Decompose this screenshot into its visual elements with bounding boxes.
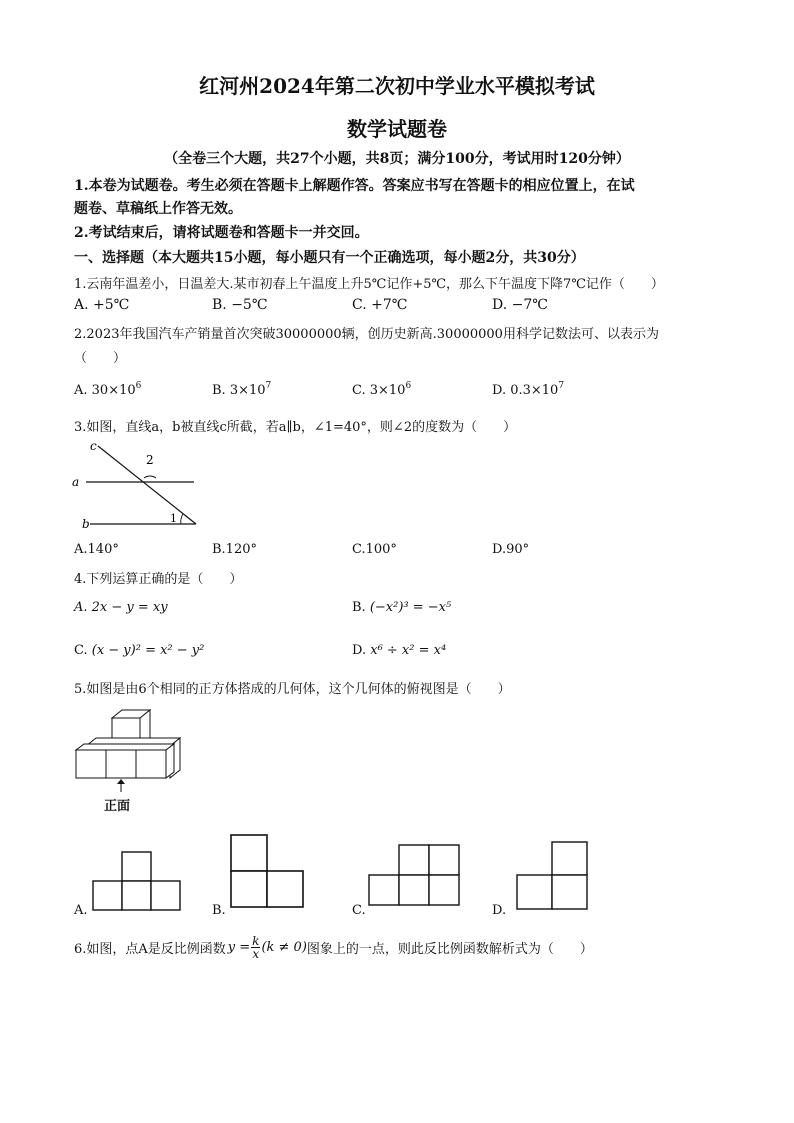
question-1-stem: 1.云南年温差小，日温差大.某市初春上午温度上升5℃记作+5℃，那么下午温度下降7℃记作（ ） <box>74 277 664 292</box>
angle-2-arc <box>144 476 156 478</box>
function-fraction: $\frac{k}{x}$ <box>252 933 260 961</box>
section-heading: 一、选择题（本大题共15小题，每小题只有一个正确选项，每小题2分，共30分） <box>74 250 585 266</box>
label-angle-1: 1 <box>170 512 177 525</box>
question-4-option-a: A. 2x − y = xy <box>74 600 168 615</box>
question-5-option-a-figure <box>92 850 182 912</box>
front-arrow-icon <box>117 779 125 784</box>
exam-subtitle: 数学试题卷 <box>347 117 447 141</box>
question-3-option-a: A.140° <box>74 542 119 557</box>
label-angle-2: 2 <box>146 453 154 467</box>
question-5-option-b: B. <box>212 903 226 918</box>
question-2-stem-line2: （ ） <box>74 351 127 366</box>
question-3-option-b: B.120° <box>212 542 257 557</box>
question-5-option-d: D. <box>492 903 507 918</box>
bottom-cube-left <box>76 750 106 778</box>
question-4-stem: 4.下列运算正确的是（ ） <box>74 572 243 587</box>
question-2-option-d: D. $0.3\times 10^7$ <box>492 381 565 398</box>
bottom-cube-right <box>136 750 166 778</box>
question-3-option-d: D.90° <box>492 542 530 557</box>
bottom-front-top <box>76 744 174 750</box>
instruction-1-line1: 1.本卷为试题卷。考生必须在答题卡上解题作答。答案应书写在答题卡的相应位置上，在试 <box>74 178 635 194</box>
question-2-option-a: A. $30\times 10^6$ <box>74 381 142 398</box>
question-5-option-b-figure <box>230 834 306 910</box>
question-5-option-a: A. <box>74 903 88 918</box>
instruction-1-line2: 题卷、草稿纸上作答无效。 <box>74 201 242 217</box>
question-5-option-c-figure <box>368 843 460 907</box>
question-3-stem: 3.如图，直线a，b被直线c所截，若a∥b，∠1=40°，则∠2的度数为（ ） <box>74 420 517 435</box>
question-3-figure <box>70 438 210 533</box>
instruction-2: 2.考试结束后，请将试题卷和答题卡一并交回。 <box>74 225 369 241</box>
bottom-front-side <box>166 744 174 778</box>
question-5-option-c: C. <box>352 903 366 918</box>
question-1-option-a: A. +5℃ <box>74 297 130 313</box>
question-1-option-c: C. +7℃ <box>352 297 408 313</box>
question-2-stem-line1: 2.2023年我国汽车产销量首次突破30000000辆，创历史新高.30000000用科学记数法可、以表示为 <box>74 327 659 342</box>
label-c: c <box>90 439 97 453</box>
exam-title: 红河州2024年第二次初中学业水平模拟考试 <box>199 74 595 98</box>
label-a: a <box>72 475 80 489</box>
question-4-option-b: B. (−x²)³ = −x⁵ <box>352 600 452 615</box>
question-2-option-b: B. $3\times 10^7$ <box>212 381 272 398</box>
question-5-option-d-figure <box>516 840 590 912</box>
question-4-option-c: C. (x − y)² = x² − y² <box>74 643 205 658</box>
front-view-label: 正面 <box>104 799 131 814</box>
question-6-stem: 6.如图，点A是反比例函数 y = $\frac{k}{x}$ (k ≠ 0) 图象上的一点，则此反比例函数解析式为（ ） <box>74 933 593 961</box>
label-b: b <box>82 517 90 531</box>
angle-1-arc <box>181 514 183 524</box>
bottom-cube-middle <box>106 750 136 778</box>
question-1-option-d: D. −7℃ <box>492 297 548 313</box>
question-4-option-d: D. x⁶ ÷ x² = x⁴ <box>352 643 447 658</box>
question-3-option-c: C.100° <box>352 542 397 557</box>
question-2-option-c: C. $3\times 10^6$ <box>352 381 412 398</box>
question-1-option-b: B. −5℃ <box>212 297 268 313</box>
question-5-stem: 5.如图是由6个相同的正方体搭成的几何体，这个几何体的俯视图是（ ） <box>74 682 511 697</box>
exam-info: （全卷三个大题，共27个小题，共8页；满分100分，考试用时120分钟） <box>164 151 630 167</box>
